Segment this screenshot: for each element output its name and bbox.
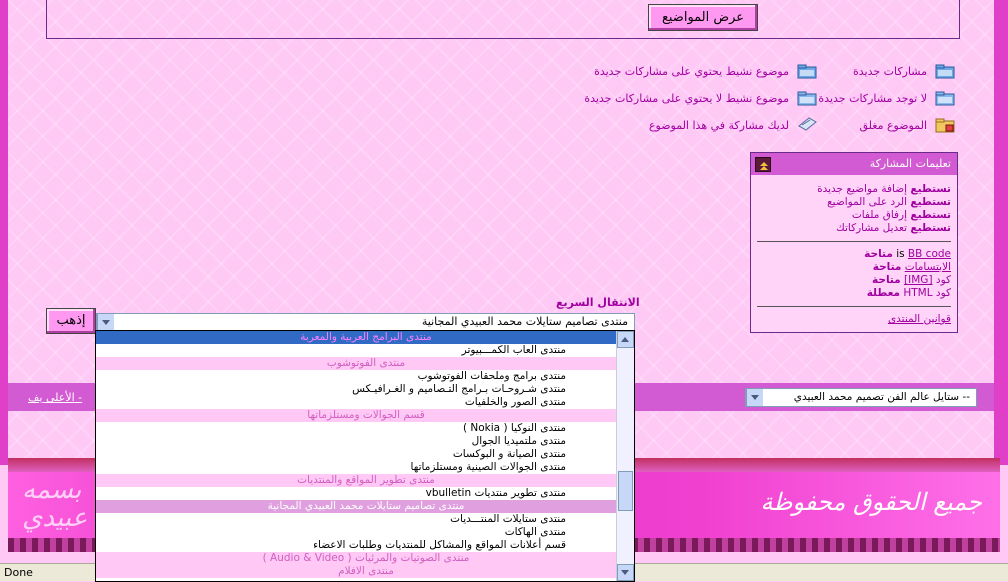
smilies-link[interactable]: الابتسامات: [904, 261, 951, 273]
posting-rules-header: [751, 153, 957, 175]
back-to-top-link[interactable]: الأعلى: [45, 391, 75, 404]
posted-in-thread-icon: [797, 116, 817, 131]
page-border-right: [994, 0, 1008, 465]
scroll-thumb[interactable]: [618, 471, 633, 511]
hot-folder-no-new-icon: [797, 91, 817, 106]
rule-row: تستطيع الرد على المواضيع: [827, 196, 951, 208]
page-border-left: [0, 0, 8, 465]
rule-row: تستطيع إرفاق ملفات: [851, 209, 951, 221]
locked-folder-icon: [935, 118, 955, 133]
new-posts-folder-icon: [935, 64, 955, 79]
img-code-link[interactable]: [IMG]: [904, 274, 933, 286]
style-chooser-select[interactable]: [745, 388, 977, 407]
rule-row: تستطيع تعديل مشاركاتك: [836, 222, 951, 234]
dropdown-option[interactable]: منتدى ملتميديا الجوال: [471, 435, 566, 447]
dropdown-option[interactable]: منتدى الافلام: [96, 565, 616, 578]
divider: [757, 241, 951, 242]
divider: [757, 306, 951, 307]
dropdown-option[interactable]: قسم أعلانات المواقع والمشاكل للمنتديات وطلبات الاعضاء: [313, 539, 566, 551]
chevron-down-icon[interactable]: [97, 314, 114, 330]
dropdown-option[interactable]: منتدى برامج وملحقات الفوتوشوب: [417, 370, 566, 382]
posting-rules-title: تعليمات المشاركة: [869, 157, 951, 170]
bbcode-row: is BB code متاحة: [864, 248, 951, 260]
footer-partial-link[interactable]: يف -: [28, 391, 83, 404]
quick-jump-label: الانتقال السريع: [556, 296, 640, 309]
show-topics-button[interactable]: عرض المواضيع: [648, 4, 758, 31]
site-logo: بسمه عبيدي: [22, 475, 88, 533]
dropdown-option[interactable]: منتدى تصاميم ستايلات محمد العبيدي المجانية: [96, 500, 616, 513]
hot-folder-new-icon: [797, 64, 817, 79]
dropdown-option[interactable]: منتدى شـروحـات بـرامج التـصاميم و الغـرافيـكس: [352, 383, 566, 395]
html-row: كود HTML معطلة: [866, 287, 951, 299]
display-options-box: [46, 0, 960, 39]
quick-jump-selected: منتدى تصاميم ستايلات محمد العبيدي المجانية: [421, 315, 628, 328]
footer-links: [28, 391, 82, 404]
copyright-text: جميع الحقوق محفوظة: [760, 488, 982, 516]
collapse-icon[interactable]: [755, 157, 771, 172]
dropdown-list: [96, 331, 616, 578]
smilies-row: الابتسامات متاحة: [872, 261, 951, 273]
dropdown-option[interactable]: منتدى الصوتيات والمرئيات ( Audio & Video ): [96, 552, 616, 565]
dropdown-option[interactable]: منتدى الفوتوشوب: [96, 357, 616, 370]
go-button[interactable]: إذهب: [46, 308, 96, 334]
dropdown-option[interactable]: منتدى تطوير منتديات vbulletin: [425, 487, 566, 499]
chevron-down-icon[interactable]: [746, 389, 763, 406]
dropdown-option[interactable]: منتدى النوكيا ( Nokia ): [462, 422, 566, 434]
scroll-up-icon[interactable]: [617, 331, 634, 348]
legend-label: موضوع نشيط يحتوي على مشاركات جديدة: [594, 65, 789, 78]
dropdown-option[interactable]: منتدى الصور والخلفيات: [464, 396, 566, 408]
img-row: كود [IMG] متاحة: [872, 274, 951, 286]
bbcode-link[interactable]: BB code: [907, 248, 951, 260]
status-text: Done: [4, 566, 33, 579]
scroll-down-icon[interactable]: [617, 564, 634, 581]
legend-label: لا توجد مشاركات جديدة: [818, 92, 927, 105]
dropdown-option[interactable]: قسم الجوالات ومستلزماتها: [96, 409, 616, 422]
posting-rules-box: [750, 152, 958, 333]
style-chooser-selected: -- ستايل عالم الفن تصميم محمد العبيدي: [793, 391, 970, 403]
dropdown-option[interactable]: منتدى الجوالات الصينية ومستلزماتها: [410, 461, 566, 473]
rule-row: تستطيع إضافة مواضيع جديدة: [817, 183, 951, 195]
legend-label: الموضوع مغلق: [859, 119, 927, 132]
legend-label: مشاركات جديدة: [853, 65, 927, 78]
dropdown-option[interactable]: منتدى ستايلات المنتـــديات: [450, 513, 566, 525]
dropdown-option[interactable]: منتدى البرامج العربية والمعربة: [96, 331, 616, 344]
icon-legend: [585, 60, 957, 140]
no-new-posts-folder-icon: [935, 91, 955, 106]
legend-label: موضوع نشيط لا يحتوي على مشاركات جديدة: [584, 92, 789, 105]
quick-jump-dropdown[interactable]: [95, 330, 635, 582]
dropdown-scrollbar[interactable]: [616, 331, 634, 581]
forum-rules-link[interactable]: قوانين المنتدى: [887, 313, 951, 325]
legend-label: لديك مشاركة في هذا الموضوع: [648, 119, 789, 132]
quick-jump-select[interactable]: [96, 313, 635, 331]
dropdown-option[interactable]: منتدى الصيانة و البوكسات: [452, 448, 566, 460]
dropdown-option[interactable]: منتدى العاب الكمـــبيوتر: [461, 344, 566, 356]
dropdown-option[interactable]: منتدى الهاكات: [504, 526, 566, 538]
dropdown-option[interactable]: منتدى تطوير المواقع والمنتديات: [96, 474, 616, 487]
